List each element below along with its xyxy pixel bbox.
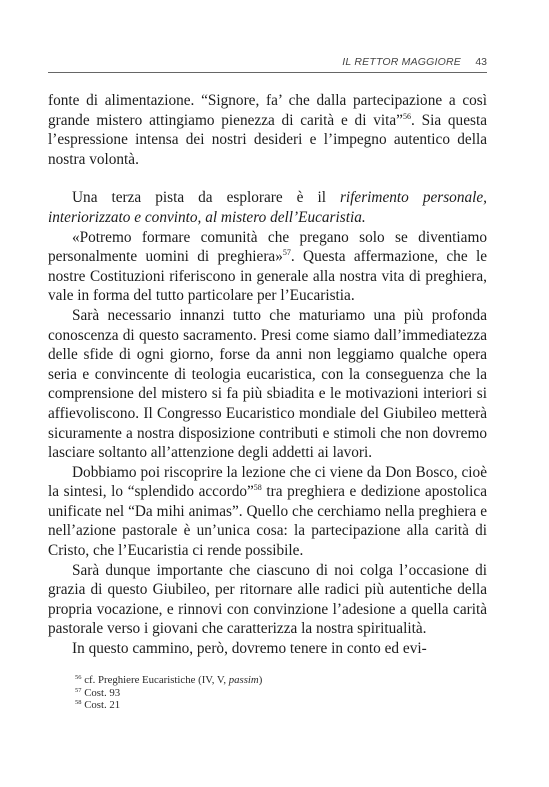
footnote-58 (75, 699, 262, 712)
paragraph-5-text: Dobbiamo poi riscoprire la lezione che ci viene da Don Bosco, cioè la sintesi, lo “splendido accordo” (48, 463, 487, 501)
footnote-57 (75, 687, 262, 700)
body-text (48, 91, 487, 659)
paragraph-3-quote: «Potremo formare comunità che pregano solo se diventiamo personalmente uomini di preghiera» (48, 228, 487, 266)
footnote-ref-56: 56 (402, 111, 411, 121)
footnote-number: 58 (75, 699, 82, 707)
paragraph-2-lead: Una terza pista da esplorare è il (72, 189, 340, 207)
paragraph-5 (48, 463, 487, 561)
running-title: IL RETTOR MAGGIORE (342, 56, 461, 68)
running-header (48, 52, 487, 73)
paragraph-3 (48, 228, 487, 306)
paragraph-3-rest: . Questa affermazione, che le nostre Costituzioni riferiscono in generale alla nostra vita di preghiera, vale in forma del tutto particolare per l’Eucaristia. (48, 248, 488, 305)
footnote-tail: ) (258, 674, 263, 686)
paragraph-2-emphasis: riferimento personale, interiorizzato e convinto, al mistero dell’Eucaristia. (48, 189, 487, 226)
footnote-number: 57 (75, 686, 82, 694)
footnote-text: Cost. 21 (84, 699, 121, 712)
page-number: 43 (475, 56, 487, 68)
footnote-56 (75, 674, 262, 687)
footnote-text: cf. Preghiere Eucaristiche (IV, V, (84, 674, 229, 686)
footnote-number: 56 (75, 674, 82, 681)
paragraph-5-rest: tra preghiera e dedizione apostolica unificate nel “Da mihi animas”. Quello che cerchiamo nella preghiera e nell’azione pastorale è un’unica cosa: la partecipazione alla carità di Cristo, che l’Eucaristia ci rende possibile. (48, 483, 487, 560)
footnote-text: Cost. 93 (84, 686, 121, 699)
paragraph-1-text: fonte di alimentazione. “Signore, fa’ che dalla partecipazione a così grande mistero attingiamo pienezza di carità e di vita” (48, 92, 487, 129)
paragraph-1 (48, 91, 487, 169)
paragraph-2 (48, 188, 487, 227)
footnote-ref-58: 58 (253, 483, 262, 493)
paragraph-4: Sarà necessario innanzi tutto che maturiamo una più profonda conoscenza di questo sacramento. Presi come siamo dall’immediatezza delle sfide di ogni giorno, forse da anni non leggiamo qualche opera seria e convincente di teologia eucaristica, con la conseguenza che la comprensione del mistero si fa più sbiadita e le motivazioni interiori si affievoliscono. Il Congresso Eucaristico mondiale del Giubileo metterà sicuramente a nostra disposizione contributi e stimoli che non dovremo lasciare soltanto all’attenzione degli addetti ai lavori. (48, 306, 487, 462)
footnote-ref-57: 57 (282, 248, 291, 258)
footnotes (75, 674, 262, 712)
paragraph-6: Sarà dunque importante che ciascuno di noi colga l’occasione di grazia di questo Giubileo, per ritornare alle radici più autentiche della propria vocazione, e rinnovi con convinzione l’adesione a quella carità pastorale verso i giovani che caratterizza la nostra spiritualità. (48, 561, 487, 638)
paragraph-7: In questo cammino, però, dovremo tenere in conto ed evi- (72, 640, 427, 658)
paragraph-1-end: . Sia questa l’espressione intensa dei nostri desideri e l’impegno autentico della nostra volontà. (48, 111, 487, 168)
footnote-emphasis: passim (228, 674, 259, 686)
